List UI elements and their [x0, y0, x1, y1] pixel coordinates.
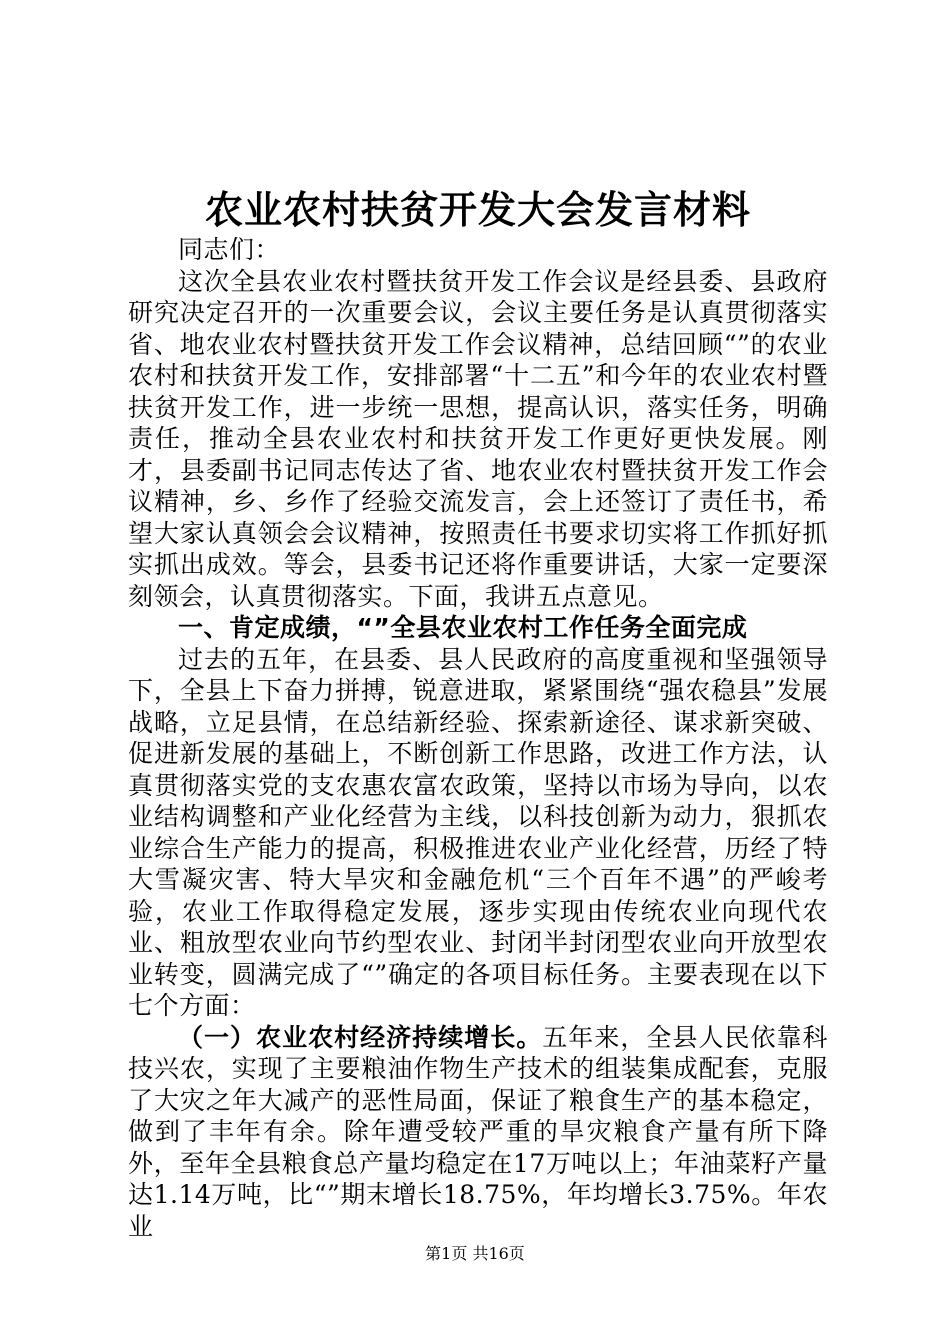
salutation: 同志们：: [178, 235, 281, 264]
section-heading-1: 一、肯定成绩，“”全县农业农村工作任务全面完成: [178, 613, 748, 642]
document-page: [128, 186, 828, 1242]
section-paragraph-1: 过去的五年，在县委、县人民政府的高度重视和坚强领导下，全县上下奋力拼搏，锐意进取，紧紧围绕“强农稳县”发展战略，立足县情，在总结新经验、探索新途径、谋求新突破、促进新发展的基础上，不断创新工作思路，改进工作方法，认真贯彻落实党的支农惠农富农政策，坚持以市场为导向，以农业结构调整和产业化经营为主线，以科技创新为动力，狠抓农业综合生产能力的提高，积极推进农业产业化经营，历经了特大雪凝灾害、特大旱灾和金融危机“三个百年不遇”的严峻考验，农业工作取得稳定发展，逐步实现由传统农业向现代农业、粗放型农业向节约型农业、封闭半封闭型农业向开放型农业转变，圆满完成了“”确定的各项目标任务。主要表现在以下七个方面：: [128, 644, 828, 1020]
document-title: 农业农村扶贫开发大会发言材料: [204, 187, 751, 232]
intro-paragraph: 这次全县农业农村暨扶贫开发工作会议是经县委、县政府研究决定召开的一次重要会议，会议主要任务是认真贯彻落实省、地农业农村暨扶贫开发工作会议精神，总结回顾“”的农业农村和扶贫开发工作，安排部署“十二五”和今年的农业农村暨扶贫开发工作，进一步统一思想，提高认识，落实任务，明确责任，推动全县农业农村和扶贫开发工作更好更快发展。刚才，县委副书记同志传达了省、地农业农村暨扶贫开发工作会议精神，乡、乡作了经验交流发言，会上还签订了责任书，希望大家认真领会会议精神，按照责任书要求切实将工作抓好抓实抓出成效。等会，县委书记还将作重要讲话，大家一定要深刻领会，认真贯彻落实。下面，我讲五点意见。: [128, 266, 828, 611]
subsection-text-1: 五年来，全县人民依靠科技兴农，实现了主要粮油作物生产技术的组装集成配套，克服了大灾之年大减产的恶性局面，保证了粮食生产的基本稳定，做到了丰年有余。除年遭受较严重的旱灾粮食产量有所下降外，至年全县粮食总产量均稳定在17万吨以上；年油菜籽产量达1.14万吨，比“”期末增长18.75%，年均增长3.75%。年农业: [128, 1022, 828, 1241]
subsection-paragraph-1: [128, 1022, 828, 1243]
page-footer: 第1页 共16页: [425, 1244, 525, 1263]
subsection-heading-1: （一）农业农村经济持续增长。: [178, 1022, 543, 1052]
